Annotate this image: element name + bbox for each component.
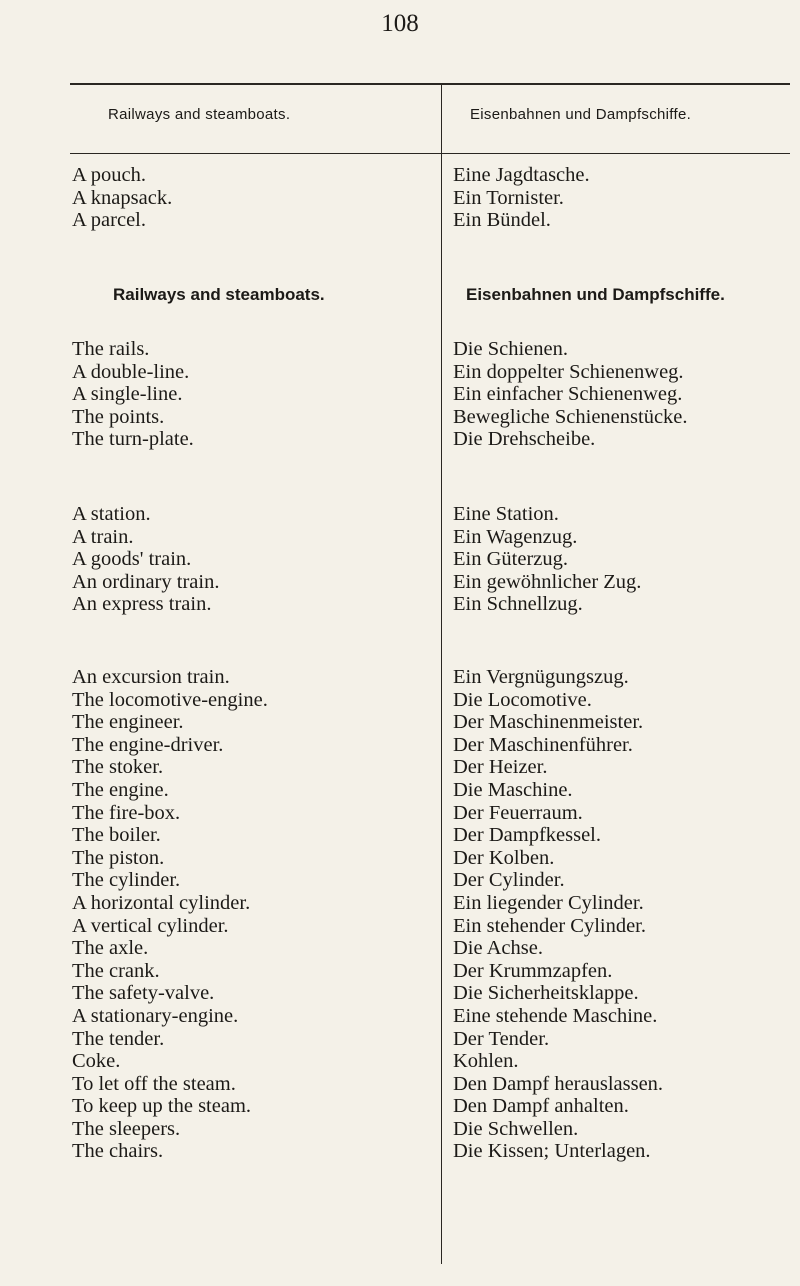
- german-entry: Ein liegender Cylinder.: [453, 891, 644, 914]
- german-entry: Der Feuerraum.: [453, 801, 583, 824]
- english-entry: A pouch.: [72, 164, 147, 186]
- english-entry: A stationary-engine.: [72, 1004, 239, 1027]
- german-entry: Ein einfacher Schienenweg.: [453, 383, 683, 406]
- english-entry: An excursion train.: [72, 666, 230, 688]
- english-entry: A knapsack.: [72, 186, 173, 209]
- english-entry: A horizontal cylinder.: [72, 891, 251, 914]
- german-entry: Den Dampf herauslassen.: [453, 1072, 664, 1095]
- english-entry: The axle.: [72, 937, 149, 960]
- german-entry: Der Tender.: [453, 1027, 550, 1050]
- english-entry: A vertical cylinder.: [72, 914, 229, 937]
- german-entry: Die Drehscheibe.: [453, 428, 596, 451]
- german-entry: Ein Vergnügungszug.: [453, 666, 629, 688]
- german-entry: Ein Tornister.: [453, 186, 564, 209]
- page-number: 108: [381, 10, 419, 37]
- english-entry: The engine-driver.: [72, 733, 224, 756]
- english-entry: The safety-valve.: [72, 982, 215, 1005]
- header-top-rule: [70, 83, 790, 85]
- german-entry: Der Krummzapfen.: [453, 959, 613, 982]
- english-entry: The sleepers.: [72, 1117, 181, 1140]
- german-entry: Eine Station.: [453, 503, 559, 525]
- german-group-3: [453, 503, 793, 616]
- german-entry: Der Kolben.: [453, 846, 555, 869]
- german-entry: Der Maschinenführer.: [453, 733, 633, 756]
- german-entry: Die Sicherheitsklappe.: [453, 982, 639, 1005]
- german-entry: Die Kissen; Unterlagen.: [453, 1140, 651, 1163]
- german-entry: Ein Schnellzug.: [453, 593, 583, 616]
- english-entry: To let off the steam.: [72, 1072, 236, 1095]
- english-entry: The engineer.: [72, 711, 184, 734]
- english-entry: The tender.: [72, 1027, 165, 1050]
- english-entry: A parcel.: [72, 209, 146, 232]
- german-group-4: [453, 666, 793, 1163]
- german-entry: Ein Wagenzug.: [453, 525, 578, 548]
- german-entry: Der Dampfkessel.: [453, 824, 602, 847]
- english-entry: To keep up the steam.: [72, 1095, 252, 1118]
- german-entry: Die Schienen.: [453, 338, 568, 360]
- german-entry: Die Locomotive.: [453, 688, 592, 711]
- german-entry: Ein gewöhnlicher Zug.: [453, 570, 642, 593]
- german-entry: Der Heizer.: [453, 756, 548, 779]
- german-entry: Eine Jagdtasche.: [453, 164, 590, 186]
- english-group-3: [72, 503, 432, 616]
- german-entry: Ein doppelter Schienenweg.: [453, 360, 684, 383]
- german-entry: Bewegliche Schienenstücke.: [453, 405, 688, 428]
- german-entry: Die Maschine.: [453, 778, 573, 801]
- german-group-1: [453, 164, 793, 232]
- section-title-german: Eisenbahnen und Dampfschiffe.: [466, 285, 725, 304]
- english-entry: A double-line.: [72, 360, 190, 383]
- english-entry: Coke.: [72, 1050, 121, 1073]
- english-entry: The rails.: [72, 338, 150, 360]
- english-entry: The locomotive-engine.: [72, 688, 268, 711]
- english-entry: The boiler.: [72, 824, 161, 847]
- german-entry: Eine stehende Maschine.: [453, 1004, 658, 1027]
- english-entry: An express train.: [72, 593, 212, 616]
- english-entry: The turn-plate.: [72, 428, 194, 451]
- english-entry: The chairs.: [72, 1140, 164, 1163]
- german-entry: Ein Bündel.: [453, 209, 551, 232]
- german-entry: Der Cylinder.: [453, 869, 565, 892]
- english-entry: The piston.: [72, 846, 165, 869]
- german-entry: Der Maschinenmeister.: [453, 711, 644, 734]
- german-entry: Die Schwellen.: [453, 1117, 579, 1140]
- german-entry: Den Dampf anhalten.: [453, 1095, 629, 1118]
- german-entry: Ein stehender Cylinder.: [453, 914, 646, 937]
- english-entry: The points.: [72, 405, 165, 428]
- english-entry: A station.: [72, 503, 151, 525]
- german-entry: Die Achse.: [453, 937, 543, 960]
- running-header-right: Eisenbahnen und Dampfschiffe.: [470, 106, 692, 123]
- header-bottom-rule: [70, 153, 790, 154]
- english-entry: The engine.: [72, 778, 169, 801]
- german-group-2: [453, 338, 793, 451]
- english-entry: The fire-box.: [72, 801, 181, 824]
- english-entry: The cylinder.: [72, 869, 181, 892]
- english-group-1: [72, 164, 432, 232]
- english-entry: The crank.: [72, 959, 160, 982]
- column-divider: [441, 84, 442, 1264]
- english-group-4: [72, 666, 432, 1163]
- english-group-2: [72, 338, 432, 451]
- german-entry: Kohlen.: [453, 1050, 519, 1073]
- english-entry: A train.: [72, 525, 134, 548]
- section-title-english: Railways and steamboats.: [113, 285, 325, 304]
- german-entry: Ein Güterzug.: [453, 548, 568, 571]
- english-entry: An ordinary train.: [72, 570, 220, 593]
- english-entry: A single-line.: [72, 383, 183, 406]
- running-header-left: Railways and steamboats.: [108, 106, 291, 123]
- english-entry: The stoker.: [72, 756, 164, 779]
- english-entry: A goods' train.: [72, 548, 192, 571]
